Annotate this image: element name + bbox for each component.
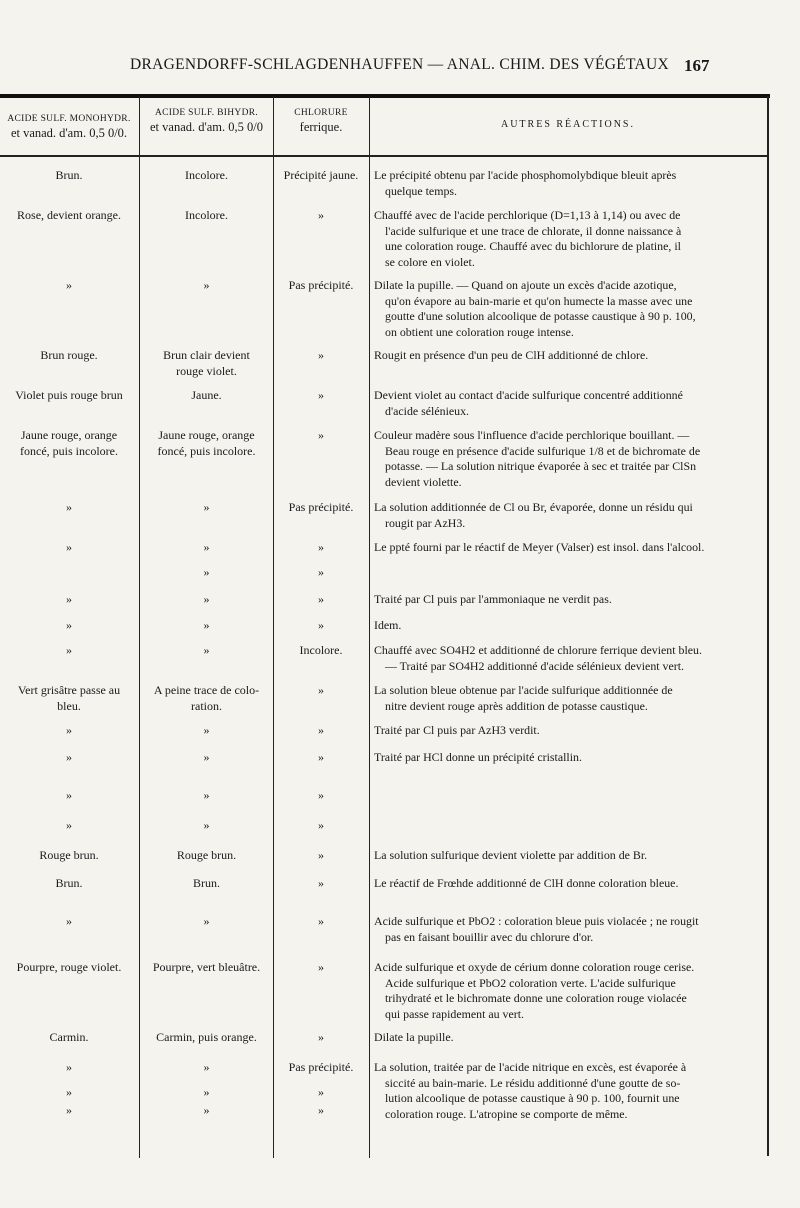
cell-text-line: » bbox=[318, 388, 324, 402]
column-header-2 bbox=[141, 106, 272, 134]
cell-text-line: » bbox=[203, 1103, 210, 1117]
cell-text-line: potasse. — La solution nitrique évaporée à sec et traitée par ClSn bbox=[385, 459, 697, 473]
table-cell bbox=[0, 960, 138, 976]
cell-text-line: devient violette. bbox=[385, 474, 462, 489]
cell-text-line: ration. bbox=[191, 698, 222, 713]
table-cell bbox=[141, 348, 272, 379]
cell-text-line: qui passe rapidement au vert. bbox=[385, 1006, 525, 1021]
table-cell bbox=[275, 428, 367, 444]
cell-text-line: Brun. bbox=[193, 876, 220, 890]
table-cell bbox=[0, 1030, 138, 1046]
cell-text-line: » bbox=[318, 960, 324, 974]
table-cell bbox=[374, 1060, 764, 1122]
cell-text-line: Carmin. bbox=[49, 1030, 89, 1044]
cell-text-line: Acide sulfurique et PbO2 coloration verte. L'acide sulfurique bbox=[385, 975, 676, 990]
column-header-line: ACIDE SULF. BIHYDR. bbox=[154, 108, 259, 118]
table-cell bbox=[141, 500, 272, 516]
cell-text-line: Le ppté fourni par le réactif de Meyer (Valser) est insol. dans l'alcool. bbox=[374, 540, 705, 554]
cell-text-line: se colore en violet. bbox=[385, 254, 475, 269]
table-cell bbox=[374, 592, 764, 608]
cell-text-line: » bbox=[66, 500, 72, 514]
cell-text-line: » bbox=[318, 348, 324, 362]
table-cell bbox=[275, 1060, 367, 1076]
table-cell bbox=[0, 1060, 138, 1076]
cell-text-line: » bbox=[318, 788, 324, 802]
cell-text-line: » bbox=[318, 618, 324, 632]
table-cell bbox=[0, 643, 138, 659]
cell-text-line: » bbox=[66, 788, 72, 802]
cell-text-line: Violet puis rouge brun bbox=[15, 388, 123, 402]
table-cell bbox=[374, 348, 764, 364]
table-cell bbox=[0, 208, 138, 224]
cell-text-line: foncé, puis incolore. bbox=[157, 443, 256, 458]
page-number: 167 bbox=[684, 56, 710, 75]
table-cell bbox=[275, 208, 367, 224]
table-cell bbox=[374, 618, 764, 634]
cell-text-line: » bbox=[318, 876, 324, 890]
cell-text-line: » bbox=[318, 592, 324, 606]
column-header-line: AUTRES RÉACTIONS. bbox=[500, 119, 635, 130]
cell-text-line: » bbox=[318, 723, 324, 737]
column-divider bbox=[767, 96, 769, 1156]
table-cell bbox=[141, 428, 272, 459]
column-divider bbox=[273, 96, 274, 1158]
table-cell bbox=[275, 278, 367, 294]
cell-text-line: » bbox=[203, 1060, 210, 1074]
table-cell bbox=[275, 1085, 367, 1101]
cell-text-line: Brun. bbox=[55, 876, 83, 890]
table-cell bbox=[0, 618, 138, 634]
table-cell bbox=[141, 278, 272, 294]
table-cell bbox=[0, 348, 138, 364]
cell-text-line: » bbox=[203, 592, 210, 606]
table-cell bbox=[141, 565, 272, 581]
table-cell bbox=[275, 168, 367, 184]
cell-text-line: bleu. bbox=[57, 698, 81, 713]
table-cell bbox=[0, 876, 138, 892]
cell-text-line: qu'on évapore au bain-marie et qu'on humecte la masse avec une bbox=[385, 293, 693, 308]
cell-text-line: Incolore. bbox=[185, 168, 228, 182]
running-title: DRAGENDORFF-SCHLAGDENHAUFFEN — ANAL. CHIM. DES VÉGÉTAUX bbox=[130, 56, 669, 73]
table-cell bbox=[0, 168, 138, 184]
table-cell bbox=[0, 428, 138, 459]
cell-text-line: l'acide sulfurique et une trace de chlorate, il donne naissance à bbox=[385, 223, 682, 238]
table-cell bbox=[141, 723, 272, 739]
table-cell bbox=[0, 750, 138, 766]
table-cell bbox=[141, 540, 272, 556]
cell-text-line: Jaune rouge, orange bbox=[158, 428, 255, 442]
cell-text-line: La solution additionnée de Cl ou Br, évaporée, donne un résidu qui bbox=[374, 500, 693, 514]
cell-text-line: Acide sulfurique et PbO2 : coloration bleue puis violacée ; ne rougit bbox=[374, 914, 699, 928]
cell-text-line: » bbox=[203, 750, 210, 764]
cell-text-line: » bbox=[318, 428, 324, 442]
cell-text-line: » bbox=[318, 848, 324, 862]
cell-text-line: » bbox=[318, 818, 324, 832]
table-cell bbox=[374, 388, 764, 419]
table-cell bbox=[275, 723, 367, 739]
cell-text-line: » bbox=[318, 208, 324, 222]
table-cell bbox=[0, 914, 138, 930]
cell-text-line: » bbox=[66, 643, 72, 657]
page-header bbox=[0, 56, 800, 80]
cell-text-line: Jaune. bbox=[191, 388, 222, 402]
table-cell bbox=[0, 278, 138, 294]
column-header-4 bbox=[372, 118, 764, 132]
cell-text-line: » bbox=[203, 500, 210, 514]
table-cell bbox=[275, 540, 367, 556]
table-cell bbox=[141, 876, 272, 892]
column-header-line: ACIDE SULF. MONOHYDR. bbox=[7, 114, 131, 124]
table-cell bbox=[141, 683, 272, 714]
table-cell bbox=[0, 540, 138, 556]
cell-text-line: » bbox=[66, 1085, 72, 1099]
cell-text-line: Le précipité obtenu par l'acide phosphomolybdique bleuit après bbox=[374, 168, 677, 182]
table-cell bbox=[0, 683, 138, 714]
cell-text-line: Pas précipité. bbox=[288, 1060, 354, 1074]
cell-text-line: » bbox=[203, 914, 210, 928]
table-cell bbox=[0, 723, 138, 739]
cell-text-line: Incolore. bbox=[185, 208, 228, 222]
table-cell bbox=[275, 818, 367, 834]
cell-text-line: Beau rouge en présence d'acide sulfurique 1/8 et de bichromate de bbox=[385, 443, 701, 458]
cell-text-line: » bbox=[203, 818, 210, 832]
cell-text-line: — Traité par SO4H2 additionné d'acide sélénieux devient vert. bbox=[385, 658, 685, 673]
cell-text-line: d'acide sélénieux. bbox=[385, 403, 470, 418]
table-cell bbox=[275, 750, 367, 766]
cell-text-line: » bbox=[318, 565, 324, 579]
cell-text-line: une coloration rouge. Chauffé avec du bichlorure de platine, il bbox=[385, 239, 681, 253]
cell-text-line: Chauffé avec SO4H2 et additionné de chlorure ferrique devient bleu. bbox=[374, 643, 702, 657]
table-cell bbox=[374, 683, 764, 714]
cell-text-line: » bbox=[318, 683, 324, 697]
cell-text-line: quelque temps. bbox=[385, 183, 457, 198]
cell-text-line: Chauffé avec de l'acide perchlorique (D=1,13 à 1,14) ou avec de bbox=[374, 208, 681, 222]
table-cell bbox=[141, 818, 272, 834]
column-header-3 bbox=[275, 106, 367, 134]
table-cell bbox=[141, 848, 272, 864]
cell-text-line: foncé, puis incolore. bbox=[20, 443, 118, 458]
table-cell bbox=[141, 388, 272, 404]
table-cell bbox=[275, 388, 367, 404]
cell-text-line: Le réactif de Frœhde additionné de ClH donne coloration bleue. bbox=[374, 876, 679, 890]
cell-text-line: Couleur madère sous l'influence d'acide perchlorique bouillant. — bbox=[374, 428, 690, 442]
cell-text-line: nitre devient rouge après addition de potasse caustique. bbox=[385, 698, 648, 713]
cell-text-line: Brun. bbox=[55, 168, 83, 182]
table-cell bbox=[374, 876, 764, 892]
cell-text-line: La solution sulfurique devient violette par addition de Br. bbox=[374, 848, 648, 862]
table-cell bbox=[374, 168, 764, 199]
cell-text-line: Traité par Cl puis par AzH3 verdit. bbox=[374, 723, 540, 737]
cell-text-line: La solution, traitée par de l'acide nitrique en excès, est évaporée à bbox=[374, 1060, 687, 1074]
table-cell bbox=[275, 1103, 367, 1119]
cell-text-line: » bbox=[203, 565, 210, 579]
cell-text-line: Pas précipité. bbox=[288, 278, 354, 292]
table-cell bbox=[374, 848, 764, 864]
table-cell bbox=[141, 643, 272, 659]
cell-text-line: » bbox=[318, 1103, 324, 1117]
table-cell bbox=[374, 540, 764, 556]
cell-text-line: A peine trace de colo- bbox=[153, 683, 260, 697]
table-cell bbox=[275, 618, 367, 634]
cell-text-line: coloration rouge. L'atropine se comporte de même. bbox=[385, 1106, 628, 1121]
column-header-1 bbox=[0, 112, 138, 140]
table-cell bbox=[374, 643, 764, 674]
table-cell bbox=[275, 500, 367, 516]
cell-text-line: » bbox=[318, 914, 324, 928]
cell-text-line: Devient violet au contact d'acide sulfurique concentré additionné bbox=[374, 388, 683, 402]
column-header-line: et vanad. d'am. 0,5 0/0 bbox=[150, 120, 263, 134]
table-cell bbox=[275, 348, 367, 364]
table-cell bbox=[275, 592, 367, 608]
cell-text-line: » bbox=[66, 750, 72, 764]
table-cell bbox=[141, 208, 272, 224]
cell-text-line: » bbox=[203, 723, 210, 737]
table-cell bbox=[141, 914, 272, 930]
cell-text-line: Rouge brun. bbox=[39, 848, 99, 862]
table-cell bbox=[374, 1030, 764, 1046]
cell-text-line: » bbox=[66, 618, 72, 632]
cell-text-line: Traité par HCl donne un précipité cristallin. bbox=[374, 750, 582, 764]
table-cell bbox=[141, 592, 272, 608]
table-cell bbox=[141, 788, 272, 804]
table-cell bbox=[141, 1030, 272, 1046]
cell-text-line: Brun clair devient bbox=[163, 348, 250, 362]
column-divider bbox=[369, 96, 370, 1158]
cell-text-line: Pourpre, vert bleuâtre. bbox=[152, 960, 261, 974]
table-cell bbox=[0, 388, 138, 404]
cell-text-line: Pas précipité. bbox=[288, 500, 354, 514]
cell-text-line: » bbox=[66, 723, 72, 737]
table-cell bbox=[374, 278, 764, 340]
table-cell bbox=[0, 848, 138, 864]
column-header-line: et vanad. d'am. 0,5 0/0. bbox=[10, 126, 128, 140]
table-cell bbox=[374, 428, 764, 490]
cell-text-line: » bbox=[66, 914, 72, 928]
table-cell bbox=[374, 723, 764, 739]
cell-text-line: » bbox=[66, 1103, 72, 1117]
cell-text-line: » bbox=[318, 1085, 324, 1099]
cell-text-line: goutte d'une solution alcoolique de potasse caustique à 90 p. 100, bbox=[385, 309, 696, 323]
table-cell bbox=[275, 848, 367, 864]
table-cell bbox=[374, 500, 764, 531]
table-cell bbox=[0, 1103, 138, 1119]
table-cell bbox=[275, 565, 367, 581]
cell-text-line: » bbox=[318, 540, 324, 554]
cell-text-line: Vert grisâtre passe au bbox=[17, 683, 121, 697]
cell-text-line: Dilate la pupille. bbox=[374, 1030, 454, 1044]
cell-text-line: siccité au bain-marie. Le résidu additionné d'une goutte de so- bbox=[385, 1075, 681, 1090]
table-cell bbox=[275, 788, 367, 804]
table-cell bbox=[0, 500, 138, 516]
cell-text-line: » bbox=[66, 1060, 72, 1074]
cell-text-line: on obtient une coloration rouge intense. bbox=[385, 324, 574, 339]
cell-text-line: » bbox=[203, 643, 210, 657]
cell-text-line: Idem. bbox=[374, 618, 402, 632]
table-cell bbox=[275, 643, 367, 659]
cell-text-line: La solution bleue obtenue par l'acide sulfurique additionnée de bbox=[374, 683, 673, 697]
cell-text-line: Dilate la pupille. — Quand on ajoute un excès d'acide azotique, bbox=[374, 278, 677, 292]
cell-text-line: pas en faisant bouillir avec du chlorure d'or. bbox=[385, 929, 594, 944]
cell-text-line: rougit par AzH3. bbox=[385, 515, 466, 530]
column-header-line: ferrique. bbox=[299, 120, 343, 134]
table-cell bbox=[0, 1085, 138, 1101]
table-cell bbox=[141, 618, 272, 634]
cell-text-line: » bbox=[203, 1085, 210, 1099]
cell-text-line: Rouge brun. bbox=[176, 848, 237, 862]
cell-text-line: » bbox=[66, 592, 72, 606]
cell-text-line: Rose, devient orange. bbox=[17, 208, 121, 222]
table-cell bbox=[374, 208, 764, 270]
table-cell bbox=[0, 818, 138, 834]
table-cell bbox=[374, 960, 764, 1022]
table-cell bbox=[275, 876, 367, 892]
cell-text-line: Incolore. bbox=[299, 643, 343, 657]
table-cell bbox=[275, 1030, 367, 1046]
table-cell bbox=[374, 914, 764, 945]
table-header-rule bbox=[0, 155, 768, 157]
table-cell bbox=[275, 683, 367, 699]
table-cell bbox=[0, 592, 138, 608]
column-divider bbox=[139, 96, 140, 1158]
cell-text-line: Acide sulfurique et oxyde de cérium donne coloration rouge cerise. bbox=[374, 960, 695, 974]
cell-text-line: rouge violet. bbox=[176, 363, 237, 378]
cell-text-line: » bbox=[203, 788, 210, 802]
column-header-line: CHLORURE bbox=[294, 108, 348, 118]
table-cell bbox=[141, 750, 272, 766]
cell-text-line: » bbox=[203, 618, 210, 632]
cell-text-line: Pourpre, rouge violet. bbox=[16, 960, 122, 974]
cell-text-line: Carmin, puis orange. bbox=[156, 1030, 257, 1044]
table-cell bbox=[141, 168, 272, 184]
cell-text-line: Rougit en présence d'un peu de ClH additionné de chlore. bbox=[374, 348, 649, 362]
cell-text-line: » bbox=[66, 278, 72, 292]
cell-text-line: » bbox=[318, 1030, 324, 1044]
table-cell bbox=[141, 1103, 272, 1119]
table-cell bbox=[374, 750, 764, 766]
cell-text-line: trihydraté et le bichromate donne une coloration rouge violacée bbox=[385, 991, 687, 1005]
cell-text-line: Traité par Cl puis par l'ammoniaque ne verdit pas. bbox=[374, 592, 612, 606]
cell-text-line: » bbox=[66, 540, 72, 554]
cell-text-line: » bbox=[203, 540, 210, 554]
table-cell bbox=[0, 788, 138, 804]
cell-text-line: lution alcoolique de potasse caustique à 90 p. 100, fournit une bbox=[385, 1091, 680, 1105]
table-cell bbox=[141, 1060, 272, 1076]
table-cell bbox=[275, 960, 367, 976]
table-cell bbox=[275, 914, 367, 930]
table-cell bbox=[141, 960, 272, 976]
cell-text-line: Brun rouge. bbox=[40, 348, 98, 362]
cell-text-line: » bbox=[318, 750, 324, 764]
cell-text-line: » bbox=[203, 278, 210, 292]
table-top-rule bbox=[0, 94, 770, 98]
cell-text-line: Précipité jaune. bbox=[283, 168, 359, 182]
cell-text-line: Jaune rouge, orange bbox=[20, 428, 118, 442]
table-cell bbox=[141, 1085, 272, 1101]
cell-text-line: » bbox=[66, 818, 72, 832]
